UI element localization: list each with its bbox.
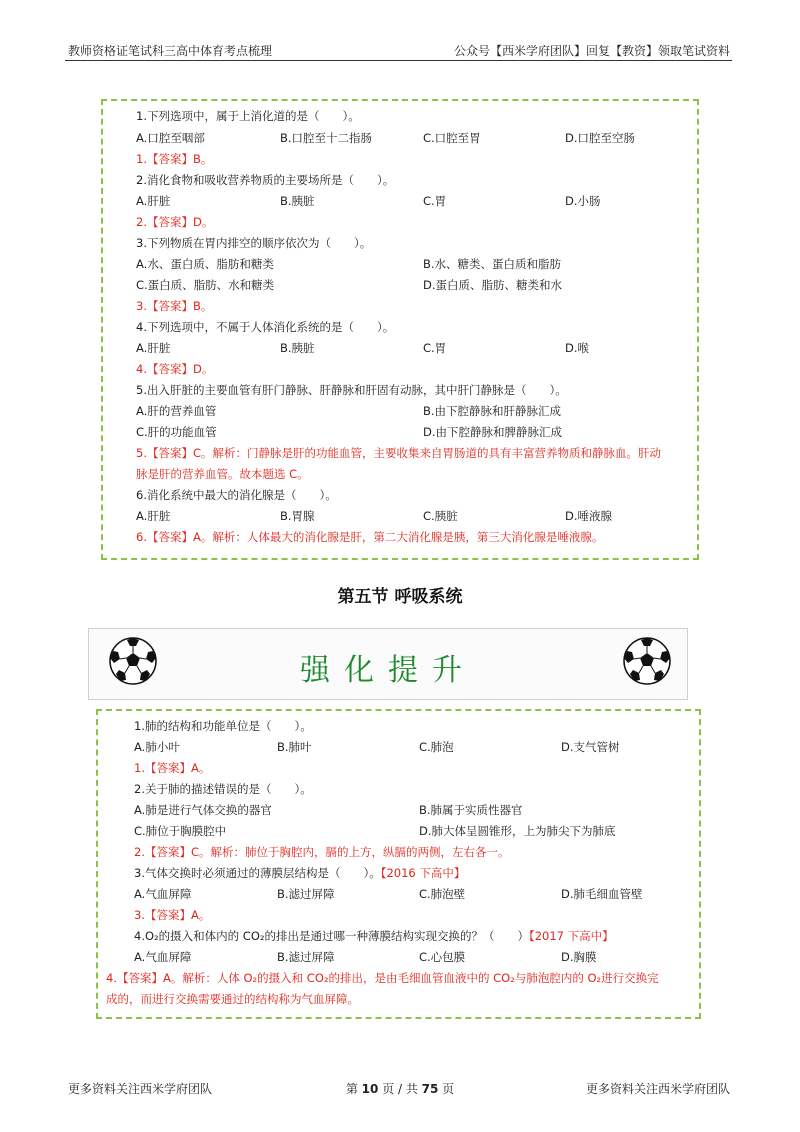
r-question-3 [134, 865, 465, 881]
q3-option-a: A.水、蛋白质、脂肪和糖类 [136, 257, 274, 271]
r-q2-answer: 2.【答案】C。解析：肺位于胸腔内，膈的上方，纵膈的两侧，左右各一。 [134, 845, 510, 859]
r-q3-answer: 3.【答案】A。 [134, 908, 211, 922]
q4-option-d: D.喉 [565, 341, 590, 355]
q2-option-c: C.胃 [423, 194, 447, 208]
q1-option-b: B.口腔至十二指肠 [280, 131, 373, 145]
r-q3-option-c: C.肺泡壁 [419, 887, 466, 901]
question-2-stem: 2.消化食物和吸收营养物质的主要场所是（ ）。 [136, 173, 395, 187]
q6-option-a: A.肝脏 [136, 509, 171, 523]
q5-answer-line1: 5.【答案】C。解析：门静脉是肝的功能血管，主要收集来自胃肠道的具有丰富营养物质和静脉血。肝动 [136, 446, 661, 460]
page-current: 10 [361, 1082, 379, 1096]
r-question-4 [134, 928, 614, 944]
question-3-stem: 3.下列物质在胃内排空的顺序依次为（ ）。 [136, 236, 372, 250]
r-question-4-tag: 【2017 下高中】 [528, 929, 614, 943]
question-1-stem: 1.下列选项中，属于上消化道的是（ ）。 [136, 109, 360, 123]
q2-option-b: B.胰脏 [280, 194, 315, 208]
q1-option-a: A.口腔至咽部 [136, 131, 205, 145]
r-q4-option-d: D.胸膜 [561, 950, 597, 964]
q4-answer: 4.【答案】D。 [136, 362, 214, 376]
q6-option-b: B.胃腺 [280, 509, 315, 523]
page-mid: 页 / 共 [378, 1082, 422, 1096]
r-q2-option-d: D.肺大体呈圆锥形，上为肺尖下为肺底 [419, 824, 616, 838]
question-5-stem: 5.出入肝脏的主要血管有肝门静脉、肝静脉和肝固有动脉，其中肝门静脉是（ ）。 [136, 383, 567, 397]
q6-answer: 6.【答案】A。解析：人体最大的消化腺是肝，第二大消化腺是胰，第三大消化腺是唾液腺。 [136, 530, 604, 544]
r-question-3-stem: 3.气体交换时必须通过的薄膜层结构是（ ）。 [134, 866, 381, 880]
r-q4-option-c: C.心包膜 [419, 950, 466, 964]
banner-practice [88, 628, 688, 700]
r-q4-option-a: A.气血屏障 [134, 950, 192, 964]
r-q1-option-a: A.肺小叶 [134, 740, 180, 754]
page-prefix: 第 [345, 1082, 362, 1096]
q3-answer: 3.【答案】B。 [136, 299, 213, 313]
r-q4-option-b: B.滤过屏障 [277, 950, 335, 964]
footer-right-note: 更多资料关注西米学府团队 [585, 1082, 730, 1096]
q6-option-d: D.唾液腺 [565, 509, 613, 523]
question-4-stem: 4.下列选项中，不属于人体消化系统的是（ ）。 [136, 320, 395, 334]
q1-answer: 1.【答案】B。 [136, 152, 213, 166]
q5-option-b: B.由下腔静脉和肝静脉汇成 [423, 404, 562, 418]
r-q1-option-d: D.支气管树 [561, 740, 620, 754]
r-question-1-stem: 1.肺的结构和功能单位是（ ）。 [134, 719, 312, 733]
r-q2-option-b: B.肺属于实质性器官 [419, 803, 523, 817]
banner-title: 强化提升 [300, 653, 476, 688]
r-q3-option-a: A.气血屏障 [134, 887, 192, 901]
r-question-2-stem: 2.关于肺的描述错误的是（ ）。 [134, 782, 312, 796]
section-title: 第五节 呼吸系统 [337, 587, 463, 607]
r-question-3-tag: 【2016 下高中】 [380, 866, 466, 880]
r-q3-option-d: D.肺毛细血管壁 [561, 887, 643, 901]
header-divider [65, 60, 732, 61]
q5-option-c: C.肝的功能血管 [136, 425, 217, 439]
q4-option-b: B.胰脏 [280, 341, 315, 355]
r-q3-option-b: B.滤过屏障 [277, 887, 335, 901]
page-suffix: 页 [438, 1082, 455, 1096]
q1-option-d: D.口腔至空肠 [565, 131, 636, 145]
q3-option-d: D.蛋白质、脂肪、糖类和水 [423, 278, 563, 292]
q5-option-a: A.肝的营养血管 [136, 404, 217, 418]
q1-option-c: C.口腔至胃 [423, 131, 481, 145]
question-6-stem: 6.消化系统中最大的消化腺是（ ）。 [136, 488, 337, 502]
q3-option-c: C.蛋白质、脂肪、水和糖类 [136, 278, 275, 292]
q5-answer-line2: 脉是肝的营养血管。故本题选 C。 [136, 467, 309, 481]
r-q2-option-c: C.肺位于胸膜腔中 [134, 824, 227, 838]
r-q1-answer: 1.【答案】A。 [134, 761, 211, 775]
page-total: 75 [421, 1082, 439, 1096]
r-q2-option-a: A.肺是进行气体交换的器官 [134, 803, 272, 817]
q4-option-a: A.肝脏 [136, 341, 171, 355]
header-left-title: 教师资格证笔试科三高中体育考点梳理 [68, 44, 273, 58]
r-q4-answer-line1: 4.【答案】A。解析：人体 O₂的摄入和 CO₂的排出，是由毛细血管血液中的 CO₂与肺泡腔内的 O₂进行交换完 [106, 971, 659, 985]
r-q1-option-c: C.肺泡 [419, 740, 454, 754]
q2-answer: 2.【答案】D。 [136, 215, 214, 229]
soccer-ball-icon [622, 636, 672, 686]
q2-option-a: A.肝脏 [136, 194, 171, 208]
r-q4-answer-line2: 成的，而进行交换需要通过的结构称为气血屏障。 [106, 992, 359, 1006]
r-question-4-stem: 4.O₂的摄入和体内的 CO₂的排出是通过哪一种薄膜结构实现交换的？（ ） [134, 929, 529, 943]
q6-option-c: C.胰脏 [423, 509, 458, 523]
q3-option-b: B.水、糖类、蛋白质和脂肪 [423, 257, 562, 271]
r-q1-option-b: B.肺叶 [277, 740, 312, 754]
footer-left-note: 更多资料关注西米学府团队 [68, 1082, 213, 1096]
q4-option-c: C.胃 [423, 341, 447, 355]
q2-option-d: D.小肠 [565, 194, 601, 208]
header-right-note: 公众号【西米学府团队】回复【教资】领取笔试资料 [453, 44, 730, 58]
q5-option-d: D.由下腔静脉和脾静脉汇成 [423, 425, 563, 439]
